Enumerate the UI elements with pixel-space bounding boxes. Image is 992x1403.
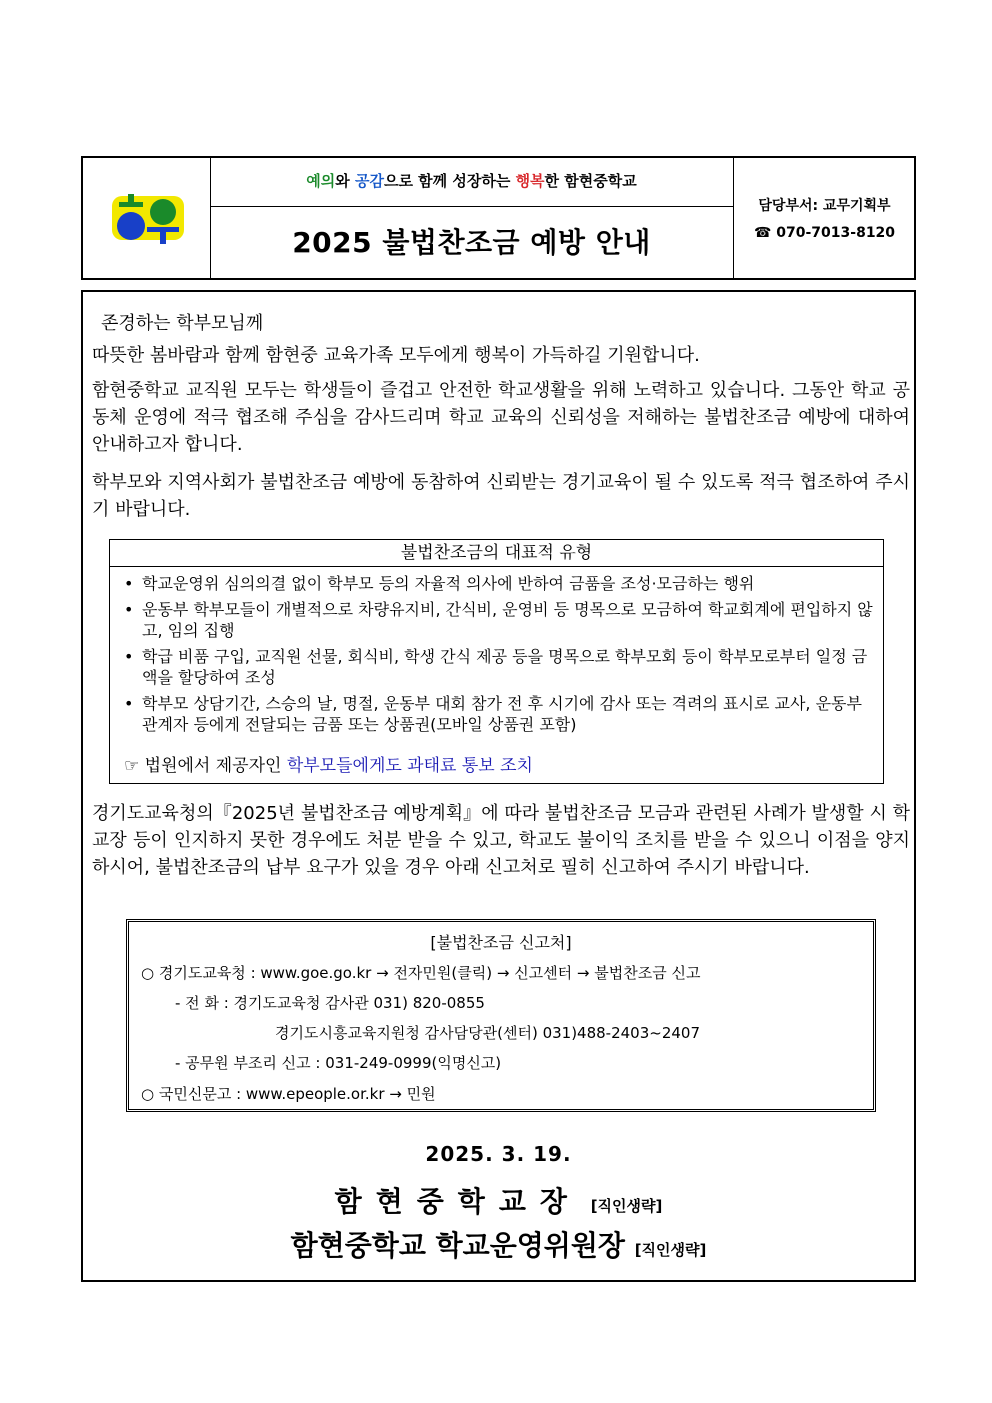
school-motto	[210, 158, 733, 207]
school-logo-icon	[109, 190, 187, 248]
bullet-icon: •	[124, 600, 134, 619]
types-list	[124, 573, 874, 740]
motto-word-empathy: 공감	[354, 172, 384, 190]
list-item: • 학교운영위 심의의결 없이 학부모 등의 자율적 의사에 반하여 금품을 조성·모금하는 행위	[124, 574, 755, 593]
issue-date: 2025. 3. 19.	[425, 1142, 572, 1166]
paragraph-purpose: 함현중학교 교직원 모두는 학생들이 즐겁고 안전한 학교생활을 위해 노력하고 있습니다. 그동안 학교 공동체 운영에 적극 협조해 주심을 감사드리며 학교 교육의 신뢰성을 저해하는 불법찬조금 예방에 대하여 안내하고자 합니다.	[92, 380, 910, 455]
report-line-phone: - 전 화 : 경기도교육청 감사관 031) 820-0855	[175, 994, 485, 1012]
bullet-icon: •	[124, 574, 134, 593]
list-item: • 운동부 학부모들이 개별적으로 차량유지비, 간식비, 운영비 등 명목으로 모금하여 학교회계에 편입하지 않고, 임의 집행	[124, 600, 873, 640]
department-label: 담당부서: 교무기획부	[758, 198, 891, 214]
motto-text: 으로 함께 성장하는	[383, 172, 516, 190]
report-title: [불법찬조금 신고처]	[430, 933, 572, 952]
types-title: 불법찬조금의 대표적 유형	[110, 540, 883, 567]
logo-cell	[83, 158, 211, 278]
list-item: • 학급 비품 구입, 교직원 선물, 회식비, 학생 간식 제공 등을 명목으로 학부모회 등이 학부모로부터 일정 금액을 할당하여 조성	[124, 647, 868, 687]
document-body	[81, 290, 916, 1282]
document-header	[81, 156, 916, 280]
contact-cell	[733, 158, 915, 278]
motto-text: 와	[335, 172, 355, 190]
principal-signature: 함현중학교장 [직인생략]	[334, 1185, 663, 1218]
penalty-highlight: 학부모들에게도 과태료 통보 조치	[286, 756, 533, 776]
paragraph-request: 학부모와 지역사회가 불법찬조금 예방에 동참하여 신뢰받는 경기교육이 될 수 있도록 적극 협조하여 주시기 바랍니다.	[92, 472, 910, 520]
bullet-icon: •	[124, 647, 134, 666]
report-line-corruption: - 공무원 부조리 신고 : 031-249-0999(익명신고)	[175, 1054, 502, 1072]
report-line-siheung: 경기도시흥교육지원청 감사담당관(센터) 031)488-2403~2407	[275, 1024, 701, 1042]
paragraph-intro: 따뜻한 봄바람과 함께 함현중 교육가족 모두에게 행복이 가득하길 기원합니다.	[92, 345, 700, 366]
penalty-notice: ☞ 법원에서 제공자인 학부모들에게도 과태료 통보 조치	[124, 756, 533, 776]
report-contacts-box	[126, 919, 876, 1112]
committee-chair-signature: 함현중학교 학교운영위원장 [직인생략]	[290, 1229, 707, 1262]
greeting: 존경하는 학부모님께	[101, 313, 264, 334]
phone-number: ☎ 070-7013-8120	[753, 225, 896, 241]
seal-note: [직인생략]	[590, 1197, 663, 1215]
paragraph-policy: 경기도교육청의『2025년 불법찬조금 예방계획』에 따라 불법찬조금 모금과 관련된 사례가 발생할 시 학교장 등이 인지하지 못한 경우에도 처분 받을 수 있고, 학교도 불이익 조치를 받을 수 있으니 이점을 양지하시어, 불법찬조금의 납부 요구가 있을 경우 아래 신고처로 필히 신고하여 주시기 바랍니다.	[92, 803, 910, 878]
motto-text: 한 함현중학교	[544, 172, 637, 190]
page-title: 2025 불법찬조금 예방 안내	[292, 226, 651, 259]
bullet-icon: •	[124, 694, 134, 713]
list-item: • 학부모 상담기간, 스승의 날, 명절, 운동부 대회 참가 전 후 시기에 감사 또는 격려의 표시로 교사, 운동부 관계자 등에게 전달되는 금품 또는 상품권(모바일 상품권 포함)	[124, 694, 862, 734]
report-line-epeople: ○ 국민신문고 : www.epeople.or.kr → 민원	[141, 1085, 436, 1103]
motto-word-happiness: 행복	[515, 172, 545, 190]
motto-word-courtesy: 예의	[306, 172, 336, 190]
illegal-donation-types-box	[109, 539, 884, 784]
seal-note: [직인생략]	[634, 1241, 707, 1259]
report-line-goe: ○ 경기도교육청 : www.goe.go.kr → 전자민원(클릭) → 신고센터 → 불법찬조금 신고	[141, 964, 701, 982]
